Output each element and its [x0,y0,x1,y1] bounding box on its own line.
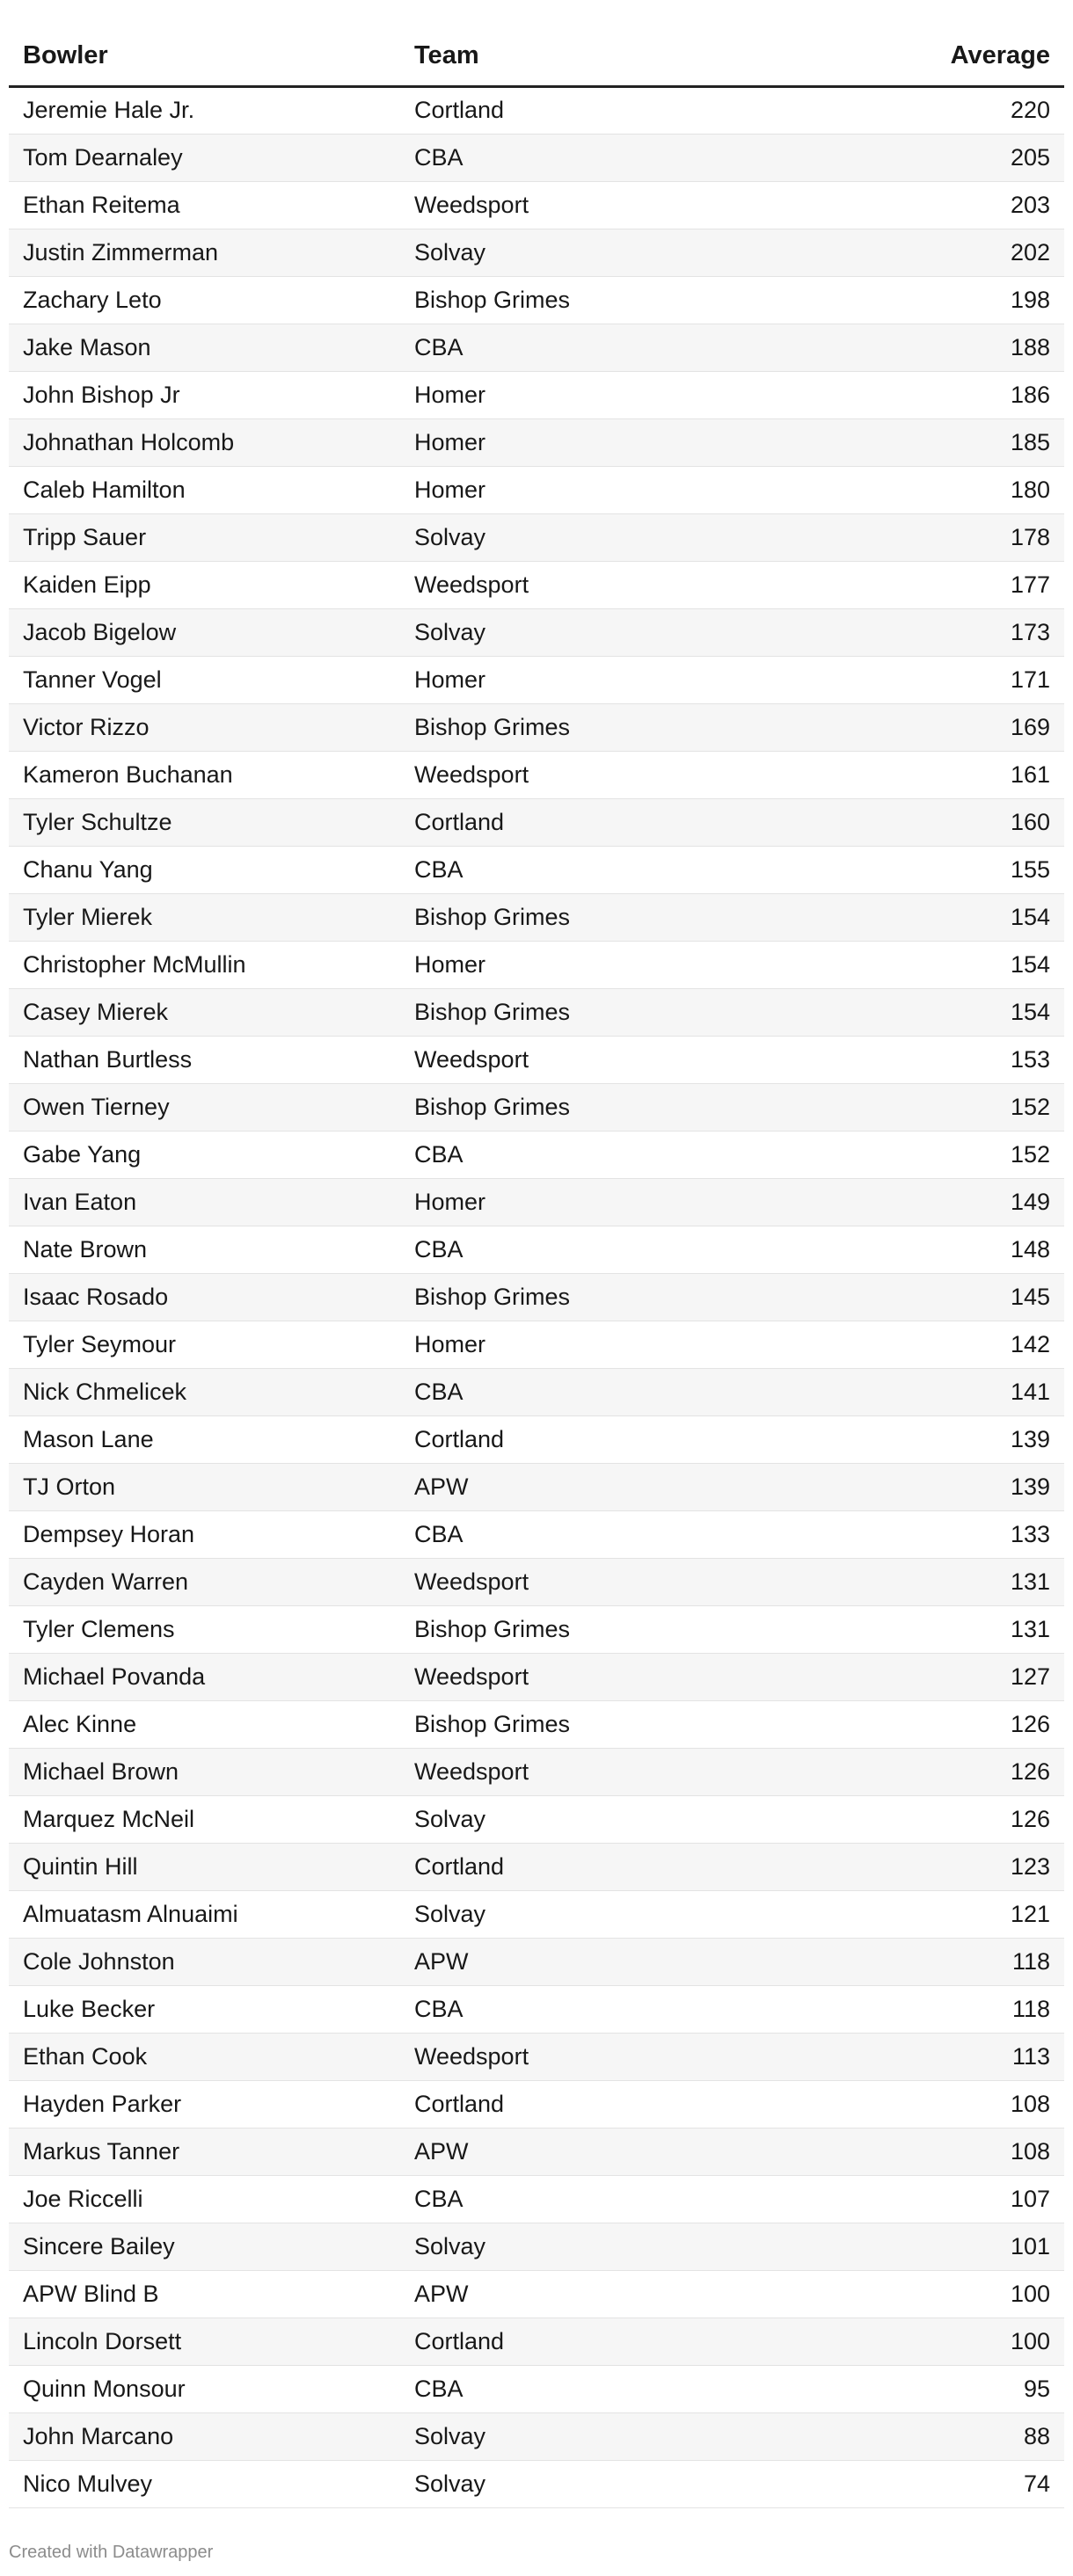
cell-team: Bishop Grimes [400,703,792,751]
cell-team: Weedsport [400,181,792,229]
cell-bowler: John Bishop Jr [9,371,400,418]
cell-bowler: Mason Lane [9,1415,400,1463]
cell-bowler: Nate Brown [9,1226,400,1273]
cell-average: 177 [792,561,1064,608]
cell-bowler: Almuatasm Alnuaimi [9,1890,400,1938]
cell-team: Homer [400,656,792,703]
cell-bowler: Ivan Eaton [9,1178,400,1226]
cell-average: 139 [792,1415,1064,1463]
table-row [9,1985,1064,2033]
cell-bowler: Tyler Seymour [9,1321,400,1368]
cell-team: Homer [400,371,792,418]
cell-average: 131 [792,1558,1064,1605]
cell-team: Bishop Grimes [400,1083,792,1131]
table-row [9,276,1064,324]
cell-bowler: Cole Johnston [9,1938,400,1985]
table-row [9,2318,1064,2365]
cell-average: 88 [792,2412,1064,2460]
cell-bowler: Tom Dearnaley [9,134,400,181]
table-row [9,86,1064,134]
cell-average: 123 [792,1843,1064,1890]
cell-average: 141 [792,1368,1064,1415]
table-row [9,1368,1064,1415]
table-row [9,1843,1064,1890]
table-row [9,2128,1064,2175]
cell-team: Solvay [400,608,792,656]
table-row [9,1226,1064,1273]
cell-average: 198 [792,276,1064,324]
cell-team: CBA [400,1131,792,1178]
cell-average: 178 [792,513,1064,561]
table-row [9,1178,1064,1226]
table-row [9,2460,1064,2507]
cell-average: 107 [792,2175,1064,2223]
cell-average: 202 [792,229,1064,276]
cell-bowler: Kaiden Eipp [9,561,400,608]
cell-average: 145 [792,1273,1064,1321]
table-row [9,1463,1064,1510]
cell-team: APW [400,1463,792,1510]
cell-bowler: Nick Chmelicek [9,1368,400,1415]
cell-bowler: Tripp Sauer [9,513,400,561]
datawrapper-credit[interactable]: Created with Datawrapper [9,2543,214,2562]
cell-bowler: Michael Brown [9,1748,400,1795]
column-header-bowler[interactable]: Bowler [9,26,400,86]
table-row [9,1795,1064,1843]
table-row [9,466,1064,513]
table-row [9,1700,1064,1748]
cell-average: 155 [792,846,1064,893]
column-header-average[interactable]: Average [792,26,1064,86]
cell-team: Bishop Grimes [400,988,792,1036]
table-row [9,561,1064,608]
table-row [9,798,1064,846]
cell-bowler: Justin Zimmerman [9,229,400,276]
table-row [9,418,1064,466]
cell-team: Bishop Grimes [400,276,792,324]
cell-team: Solvay [400,513,792,561]
cell-bowler: John Marcano [9,2412,400,2460]
bowler-averages-table-container [9,26,1064,2508]
cell-average: 171 [792,656,1064,703]
cell-bowler: Quinn Monsour [9,2365,400,2412]
cell-average: 161 [792,751,1064,798]
table-row [9,703,1064,751]
cell-average: 113 [792,2033,1064,2080]
cell-team: APW [400,2128,792,2175]
cell-bowler: Casey Mierek [9,988,400,1036]
cell-average: 108 [792,2128,1064,2175]
cell-team: Cortland [400,798,792,846]
cell-team: CBA [400,1985,792,2033]
cell-bowler: APW Blind B [9,2270,400,2318]
bowler-averages-table [9,26,1064,2508]
column-header-team[interactable]: Team [400,26,792,86]
cell-team: Bishop Grimes [400,1273,792,1321]
table-row [9,1273,1064,1321]
cell-team: Homer [400,418,792,466]
cell-team: Bishop Grimes [400,1700,792,1748]
table-row [9,371,1064,418]
table-body [9,86,1064,2507]
cell-bowler: Luke Becker [9,1985,400,2033]
cell-average: 154 [792,893,1064,941]
table-row [9,2175,1064,2223]
cell-team: APW [400,2270,792,2318]
table-row [9,1131,1064,1178]
table-row [9,1938,1064,1985]
cell-bowler: Zachary Leto [9,276,400,324]
cell-bowler: Kameron Buchanan [9,751,400,798]
cell-team: Bishop Grimes [400,893,792,941]
cell-average: 185 [792,418,1064,466]
table-row [9,181,1064,229]
cell-bowler: Tyler Schultze [9,798,400,846]
cell-average: 203 [792,181,1064,229]
cell-team: CBA [400,1510,792,1558]
table-row [9,1558,1064,1605]
cell-average: 101 [792,2223,1064,2270]
table-row [9,1510,1064,1558]
table-row [9,1605,1064,1653]
cell-average: 133 [792,1510,1064,1558]
cell-bowler: Caleb Hamilton [9,466,400,513]
cell-average: 188 [792,324,1064,371]
cell-team: Weedsport [400,2033,792,2080]
table-row [9,229,1064,276]
table-row [9,988,1064,1036]
table-row [9,2412,1064,2460]
table-row [9,513,1064,561]
cell-bowler: Nico Mulvey [9,2460,400,2507]
cell-team: Solvay [400,229,792,276]
cell-bowler: Jeremie Hale Jr. [9,86,400,134]
table-row [9,893,1064,941]
cell-team: Weedsport [400,1036,792,1083]
cell-team: Weedsport [400,1558,792,1605]
cell-average: 74 [792,2460,1064,2507]
cell-bowler: Jacob Bigelow [9,608,400,656]
table-row [9,656,1064,703]
cell-bowler: Nathan Burtless [9,1036,400,1083]
cell-bowler: Marquez McNeil [9,1795,400,1843]
cell-average: 108 [792,2080,1064,2128]
cell-team: Homer [400,466,792,513]
cell-bowler: Owen Tierney [9,1083,400,1131]
cell-bowler: Quintin Hill [9,1843,400,1890]
cell-average: 220 [792,86,1064,134]
cell-average: 205 [792,134,1064,181]
cell-bowler: Jake Mason [9,324,400,371]
table-header [9,26,1064,86]
cell-team: Homer [400,1321,792,1368]
table-row [9,2270,1064,2318]
table-row [9,1036,1064,1083]
cell-team: Solvay [400,1890,792,1938]
cell-team: Cortland [400,1415,792,1463]
cell-average: 173 [792,608,1064,656]
cell-bowler: Sincere Bailey [9,2223,400,2270]
table-row [9,751,1064,798]
table-row [9,134,1064,181]
table-row [9,1415,1064,1463]
table-row [9,1653,1064,1700]
table-row [9,608,1064,656]
cell-team: CBA [400,2175,792,2223]
cell-team: CBA [400,2365,792,2412]
cell-team: Cortland [400,1843,792,1890]
cell-average: 186 [792,371,1064,418]
cell-average: 118 [792,1985,1064,2033]
table-row [9,1890,1064,1938]
cell-team: Weedsport [400,751,792,798]
cell-bowler: Alec Kinne [9,1700,400,1748]
cell-bowler: Johnathan Holcomb [9,418,400,466]
cell-average: 118 [792,1938,1064,1985]
cell-average: 152 [792,1131,1064,1178]
table-row [9,941,1064,988]
cell-bowler: Joe Riccelli [9,2175,400,2223]
cell-team: Weedsport [400,561,792,608]
cell-bowler: Tyler Clemens [9,1605,400,1653]
cell-team: Solvay [400,2412,792,2460]
cell-team: Weedsport [400,1653,792,1700]
table-row [9,2033,1064,2080]
cell-average: 153 [792,1036,1064,1083]
cell-team: CBA [400,324,792,371]
cell-average: 160 [792,798,1064,846]
cell-average: 131 [792,1605,1064,1653]
cell-bowler: Ethan Reitema [9,181,400,229]
table-row [9,2365,1064,2412]
cell-team: Homer [400,941,792,988]
cell-average: 121 [792,1890,1064,1938]
cell-bowler: Tyler Mierek [9,893,400,941]
cell-team: Solvay [400,2223,792,2270]
cell-bowler: Hayden Parker [9,2080,400,2128]
cell-bowler: Cayden Warren [9,1558,400,1605]
table-row [9,2223,1064,2270]
cell-team: CBA [400,134,792,181]
cell-average: 126 [792,1795,1064,1843]
cell-average: 154 [792,941,1064,988]
cell-team: Solvay [400,2460,792,2507]
cell-average: 148 [792,1226,1064,1273]
cell-average: 126 [792,1748,1064,1795]
table-row [9,1321,1064,1368]
table-row [9,1083,1064,1131]
cell-team: APW [400,1938,792,1985]
cell-average: 100 [792,2318,1064,2365]
header-row [9,26,1064,86]
cell-average: 126 [792,1700,1064,1748]
cell-bowler: Christopher McMullin [9,941,400,988]
table-row [9,324,1064,371]
cell-team: CBA [400,846,792,893]
cell-bowler: Dempsey Horan [9,1510,400,1558]
cell-bowler: Michael Povanda [9,1653,400,1700]
cell-average: 100 [792,2270,1064,2318]
cell-team: CBA [400,1226,792,1273]
cell-team: Solvay [400,1795,792,1843]
cell-average: 95 [792,2365,1064,2412]
cell-average: 139 [792,1463,1064,1510]
cell-average: 142 [792,1321,1064,1368]
cell-average: 169 [792,703,1064,751]
cell-team: Bishop Grimes [400,1605,792,1653]
cell-bowler: Markus Tanner [9,2128,400,2175]
cell-bowler: Victor Rizzo [9,703,400,751]
table-row [9,1748,1064,1795]
cell-team: Cortland [400,2318,792,2365]
cell-team: Homer [400,1178,792,1226]
cell-bowler: Chanu Yang [9,846,400,893]
cell-bowler: Gabe Yang [9,1131,400,1178]
cell-team: Weedsport [400,1748,792,1795]
cell-average: 180 [792,466,1064,513]
cell-team: Cortland [400,2080,792,2128]
table-row [9,2080,1064,2128]
cell-average: 127 [792,1653,1064,1700]
cell-average: 152 [792,1083,1064,1131]
cell-bowler: Lincoln Dorsett [9,2318,400,2365]
cell-average: 154 [792,988,1064,1036]
table-row [9,846,1064,893]
cell-bowler: Ethan Cook [9,2033,400,2080]
cell-team: CBA [400,1368,792,1415]
cell-bowler: TJ Orton [9,1463,400,1510]
cell-average: 149 [792,1178,1064,1226]
cell-team: Cortland [400,86,792,134]
cell-bowler: Isaac Rosado [9,1273,400,1321]
cell-bowler: Tanner Vogel [9,656,400,703]
